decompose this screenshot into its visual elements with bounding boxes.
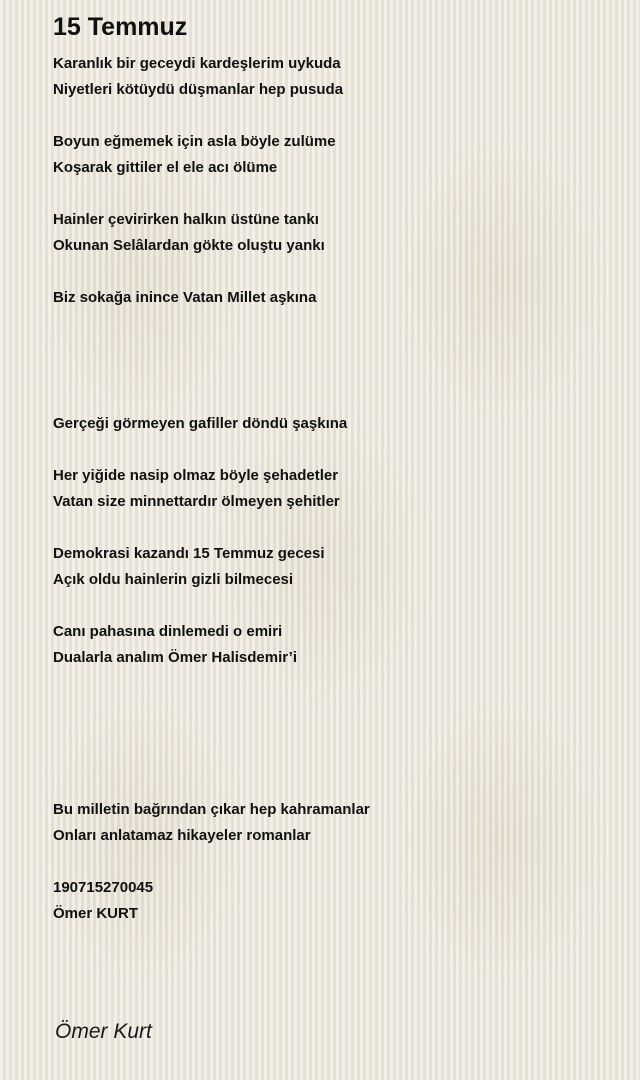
poem-line: Bu milletin bağrından çıkar hep kahramanlar [53,801,370,818]
poem-author: Ömer KURT [53,905,139,922]
poem-line: Hainler çevirirken halkın üstüne tankı [53,211,319,228]
poem-line: Dualarla analım Ömer Halisdemir’i [53,649,297,666]
poem-line: Gerçeği görmeyen gafiller döndü şaşkına [53,415,348,432]
poem-line: Koşarak gittiler el ele acı ölüme [53,159,278,176]
poem-line: Demokrasi kazandı 15 Temmuz gecesi [53,545,325,562]
poem-line: Boyun eğmemek için asla böyle zulüme [53,133,336,150]
poem-line: Karanlık bir geceydi kardeşlerim uykuda [53,55,341,72]
author-signature: Ömer Kurt [55,1020,152,1043]
poem-line: Biz sokağa inince Vatan Millet aşkına [53,289,317,306]
poem-title: 15 Temmuz [53,13,188,41]
poem-line: Her yiğide nasip olmaz böyle şehadetler [53,467,339,484]
poem-line: Okunan Selâlardan gökte oluştu yankı [53,237,325,254]
poem-line: Açık oldu hainlerin gizli bilmecesi [53,571,294,588]
poem-line: Niyetleri kötüydü düşmanlar hep pusuda [53,81,344,98]
poem-line: Canı pahasına dinlemedi o emiri [53,623,283,640]
poem-line: Onları anlatamaz hikayeler romanlar [53,827,311,844]
poem-number: 190715270045 [53,879,154,896]
poem-line: Vatan size minnettardır ölmeyen şehitler [53,493,340,510]
